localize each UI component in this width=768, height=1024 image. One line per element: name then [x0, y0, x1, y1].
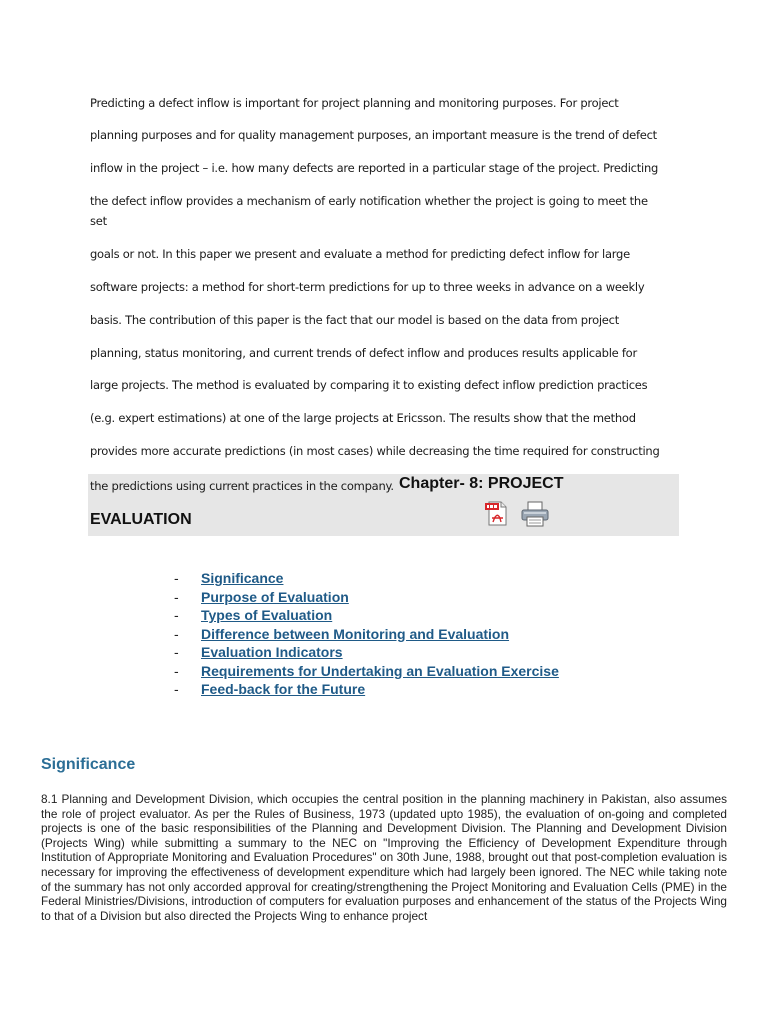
toc-link-requirements[interactable]: Requirements for Undertaking an Evaluation Exercise — [201, 662, 559, 679]
abstract-line: provides more accurate predictions (in most cases) while decreasing the time required for constructing — [90, 444, 660, 458]
toc-link-monitoring-vs-evaluation[interactable]: Difference between Monitoring and Evaluation — [201, 625, 510, 642]
abstract-line: software projects: a method for short-term predictions for up to three weeks in advance on a weekly — [90, 280, 645, 294]
abstract-line: set — [90, 214, 107, 228]
abstract-line: basis. The contribution of this paper is the fact that our model is based on the data from project — [90, 313, 619, 327]
significance-paragraph: 8.1 Planning and Development Division, which occupies the central position in the planning machinery in Pakistan, also assumes the role of project evaluator. As per the Rules of Business, 1973 (updated upto 1985), the evaluation of on-going and completed projects is one of the basic responsibilities of the Planning and Development Division. The Planning and Development Division (Projects Wing) while submitting a summary to the NEC on "Improving the Efficiency of Development Expenditure through Institution of Appropriate Monitoring and Evaluation Procedures" on 30th June, 1988, brought out that post-completion evaluation is necessary for improving the effectiveness of development expenditure which had largely been ignored. The NEC while taking note of the summary has not only accorded approval for creating/strengthening the Project Monitoring and Evaluation Cells (PME) in the Federal Ministries/Divisions, introduction of computers for evaluation purposes and enhancement of the status of the Projects Wing to that of a Division but also directed the Projects Wing to enhance project — [41, 792, 727, 923]
chapter-title: Chapter- 8: PROJECT — [399, 475, 564, 492]
section-heading-significance: Significance — [41, 756, 136, 773]
toc-link-purpose-of-evaluation[interactable]: Purpose of Evaluation — [201, 588, 349, 605]
abstract-line: (e.g. expert estimations) at one of the large projects at Ericsson. The results show that the method — [90, 411, 636, 425]
chapter-title-band — [88, 474, 679, 536]
toc-bullet: - — [174, 570, 179, 586]
toc-item — [174, 625, 559, 644]
abstract-line: inflow in the project – i.e. how many defects are reported in a particular stage of the project. Predicting — [90, 161, 659, 175]
toc-bullet: - — [174, 588, 179, 605]
toc-bullet: - — [174, 644, 179, 660]
toc-link-types-of-evaluation[interactable]: Types of Evaluation — [201, 607, 333, 623]
abstract-line: planning, status monitoring, and current trends of defect inflow and produces results applicable for — [90, 346, 637, 360]
toc-bullet: - — [174, 681, 179, 697]
toc-bullet: - — [174, 607, 179, 623]
chapter-title-continued: EVALUATION — [90, 511, 192, 528]
toc-item — [174, 643, 559, 662]
abstract-line: planning purposes and for quality management purposes, an important measure is the trend of defect — [90, 128, 657, 142]
toc-bullet: - — [174, 625, 179, 642]
toc-item — [174, 606, 559, 625]
abstract-line: large projects. The method is evaluated by comparing it to existing defect inflow prediction practices — [90, 378, 648, 392]
abstract-last-line: the predictions using current practices in the company. — [90, 479, 394, 493]
abstract-line: the defect inflow provides a mechanism of early notification whether the project is going to meet the — [90, 194, 648, 208]
toc-link-significance[interactable]: Significance — [201, 570, 284, 586]
printer-icon[interactable] — [520, 501, 550, 527]
toc-item — [174, 569, 559, 588]
toc-item — [174, 680, 559, 699]
toc-bullet: - — [174, 662, 179, 679]
table-of-contents — [174, 569, 559, 699]
toc-item — [174, 662, 559, 681]
toc-link-evaluation-indicators[interactable]: Evaluation Indicators — [201, 644, 343, 660]
abstract-line: goals or not. In this paper we present and evaluate a method for predicting defect inflow for large — [90, 247, 630, 261]
toc-link-feedback[interactable]: Feed-back for the Future — [201, 681, 366, 697]
pdf-icon[interactable] — [484, 500, 510, 527]
toc-item — [174, 588, 559, 607]
abstract-line: Predicting a defect inflow is important for project planning and monitoring purposes. For project — [90, 96, 619, 110]
